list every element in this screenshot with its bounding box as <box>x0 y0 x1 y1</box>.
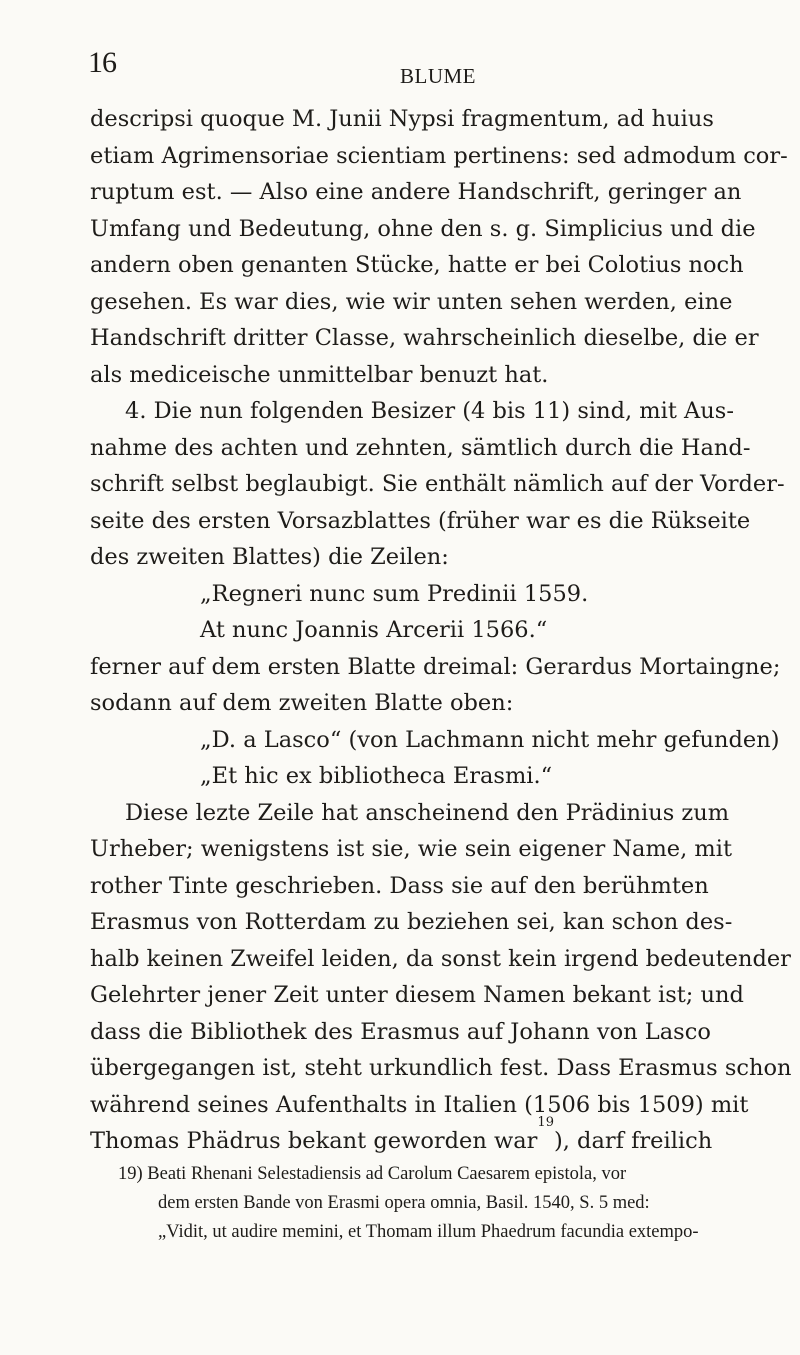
text-line <box>90 1115 770 1160</box>
line-text: sodann auf dem zweiten Blatte oben: <box>90 690 514 716</box>
line-text: ferner auf dem ersten Blatte dreimal: Gerardus Mortaingne; <box>90 653 781 680</box>
text-line <box>90 1087 770 1124</box>
text-line <box>90 1050 792 1087</box>
footnote-text: dem ersten Bande von Erasmi opera omnia, Basil. 1540, S. 5 med: <box>158 1193 650 1213</box>
text-line <box>90 174 770 211</box>
line-text: schrift selbst beglaubigt. Sie enthält nämlich auf der Vorder- <box>90 471 785 497</box>
text-line <box>90 904 770 941</box>
text-line <box>90 247 770 284</box>
running-head: BLUME <box>400 64 476 88</box>
line-text: andern oben genanten Stücke, hatte er bei Colotius noch <box>90 252 744 278</box>
footnote-text: 19) Beati Rhenani Selestadiensis ad Carolum Caesarem epistola, vor <box>118 1164 627 1184</box>
footnote-reference: 19 <box>537 1115 554 1130</box>
line-text: dass die Bibliothek des Erasmus auf Johann von Lasco <box>90 1018 711 1045</box>
line-text: At nunc Joannis Arcerii 1566.“ <box>200 617 548 643</box>
text-line <box>90 795 770 832</box>
quoted-line <box>90 576 770 613</box>
text-line <box>90 539 770 576</box>
line-text: gesehen. Es war dies, wie wir unten sehen werden, eine <box>90 288 733 315</box>
line-text: descripsi quoque M. Junii Nypsi fragmentum, ad huius <box>90 106 714 132</box>
text-line <box>90 868 770 905</box>
line-text: seite des ersten Vorsazblattes (früher war es die Rükseite <box>90 507 751 534</box>
text-line <box>90 284 770 321</box>
quoted-line <box>90 758 770 795</box>
text-line <box>90 393 770 430</box>
page-number: 16 <box>88 46 116 79</box>
text-line <box>90 1014 770 1051</box>
footnote-line <box>90 1160 770 1189</box>
footnote-line <box>90 1189 770 1218</box>
line-text: Gelehrter jener Zeit unter diesem Namen bekant ist; und <box>90 982 744 1008</box>
line-text: übergegangen ist, steht urkundlich fest. Dass Erasmus schon <box>90 1055 792 1081</box>
text-line <box>90 357 770 394</box>
quoted-line <box>90 722 780 759</box>
text-line <box>90 430 770 467</box>
text-line <box>90 101 770 138</box>
line-text: nahme des achten und zehnten, sämtlich durch die Hand- <box>90 434 751 461</box>
footnote-text: „Vidit, ut audire memini, et Thomam illum Phaedrum facundia extempo- <box>158 1222 699 1242</box>
line-text: ), darf freilich <box>553 1128 713 1154</box>
line-text: als mediceische unmittelbar benuzt hat. <box>90 361 549 388</box>
line-text: während seines Aufenthalts in Italien (1506 bis 1509) mit <box>90 1091 749 1118</box>
line-text: Umfang und Bedeutung, ohne den s. g. Simplicius und die <box>90 215 756 242</box>
line-text: rother Tinte geschrieben. Dass sie auf den berühmten <box>90 872 709 899</box>
text-line <box>90 941 791 978</box>
text-line <box>90 649 781 686</box>
text-line <box>90 977 770 1014</box>
line-text: halb keinen Zweifel leiden, da sonst kein irgend bedeutender <box>90 945 791 972</box>
line-text: Thomas Phädrus bekant geworden war <box>90 1128 538 1154</box>
text-line <box>90 320 770 357</box>
text-line <box>90 466 785 503</box>
line-text: des zweiten Blattes) die Zeilen: <box>90 544 449 570</box>
text-line <box>90 831 770 868</box>
line-text: „Et hic ex bibliotheca Erasmi.“ <box>200 763 553 789</box>
footnote-line <box>90 1218 770 1247</box>
text-line <box>90 685 770 722</box>
line-text: „D. a Lasco“ (von Lachmann nicht mehr gefunden) <box>200 726 780 753</box>
quoted-line <box>90 612 770 649</box>
body-text <box>90 101 792 1160</box>
line-text: 4. Die nun folgenden Besizer (4 bis 11) sind, mit Aus- <box>125 398 734 424</box>
line-text: ruptum est. — Also eine andere Handschrift, geringer an <box>90 179 742 205</box>
line-text: Handschrift dritter Classe, wahrscheinlich dieselbe, die er <box>90 325 759 351</box>
text-line <box>90 211 770 248</box>
footnotes <box>90 1160 770 1247</box>
line-text: „Regneri nunc sum Predinii 1559. <box>200 580 589 607</box>
line-text: Erasmus von Rotterdam zu beziehen sei, kan schon des- <box>90 909 733 935</box>
line-text: Urheber; wenigstens ist sie, wie sein eigener Name, mit <box>90 836 732 862</box>
text-line <box>90 138 788 175</box>
line-text: Diese lezte Zeile hat anscheinend den Prädinius zum <box>125 799 730 826</box>
text-line <box>90 503 770 540</box>
line-text: etiam Agrimensoriae scientiam pertinens: sed admodum cor- <box>90 142 788 169</box>
